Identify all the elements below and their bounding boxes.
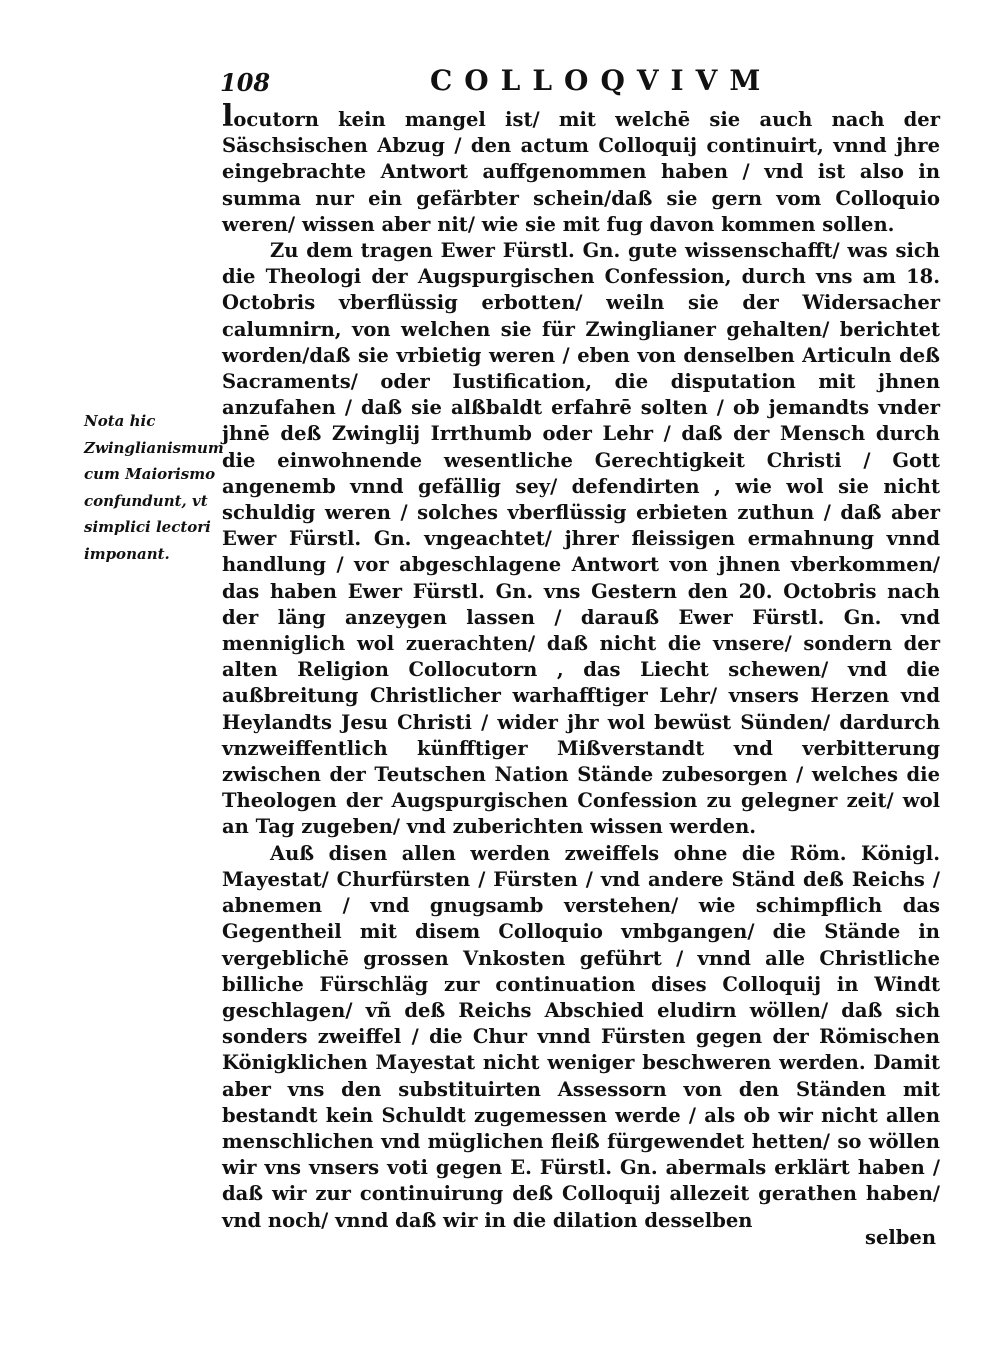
main-text bbox=[222, 99, 940, 1234]
page-number: 108 bbox=[220, 68, 271, 97]
paragraph-1: locutorn kein mangel ist/ mit welchē sie auch nach der Säschsischen Abzug / den actum Colloquij continuirt, vnnd jhre eingebrachte Antwort auffgenommen haben / vnd ist also in summa nur ein gefärbter schein/daß sie gern vom Colloquio weren/ wissen aber nit/ wie sie mit fug davon kommen sollen. bbox=[222, 99, 940, 236]
catchword: selben bbox=[864, 1226, 936, 1249]
marginal-note: Nota hic Zwinglianismum cum Maiorismo confundunt, vt simplici lectori imponant. bbox=[84, 412, 224, 563]
page-header bbox=[220, 64, 940, 104]
paragraph-3: Auß disen allen werden zweiffels ohne die Röm. Königl. Mayestat/ Churfürsten / Fürsten / vnd andere Ständ deß Reichs / abnemen / vnd gnugsamb verstehen/ wie schimpflich das Gegentheil mit disem Colloquio vmbgangen/ die Stände in vergeblichē grossen Vnkosten geführt / vnnd alle Christliche billiche Fürschläg zur continuation dises Colloquij in Windt geschlagen/ vñ deß Reichs Abschied eludirn wöllen/ daß sich sonders zweiffel / die Chur vnnd Fürsten gegen der Römischen Königklichen Mayestat nicht weniger beschweren werden. Damit aber vns den substituirten Assessorn von den Ständen mit bestandt kein Schuldt zugemessen werde / als ob wir nicht allen menschlichen vnd müglichen fleiß fürgewendet hetten/ so wöllen wir vns vnsers voti gegen E. Fürstl. Gn. abermals erklärt haben / daß wir zur continuirung deß Colloquij allezeit gerathen haben/ vnd noch/ vnnd daß wir in die dilation desselben bbox=[222, 841, 940, 1232]
paragraph-2: Zu dem tragen Ewer Fürstl. Gn. gute wissenschafft/ was sich die Theologi der Augspurgischen Confession, durch vns am 18. Octobris vberflüssig erbotten/ weiln sie der Widersacher calumnirn, von welchen sie für Zwinglianer gehalten/ berichtet worden/daß sie vrbietig weren / eben von denselben Articuln deß Sacraments/ oder Iustification, die disputation mit jhnen anzufahen / daß sie alßbaldt erfahrē solten / ob jemandts vnder jhnē deß Zwinglij Irrthumb oder Lehr / daß der Mensch durch die einwohnende wesentliche Gerechtigkeit Christi / Gott angenemb vnnd gefällig sey/ defendirten , wie wol sie nicht schuldig weren / solches vberflüssig erbieten zuthun / daß aber Ewer Fürstl. Gn. vngeachtet/ jhrer fleissigen ermahnung vnnd handlung / vor abgeschlagene Antwort von jhnen vberkommen/ das haben Ewer Fürstl. Gn. vns Gestern den 20. Octobris nach der läng anzeygen lassen / darauß Ewer Fürstl. Gn. vnd menniglich wol zuerachten/ daß nicht die vnsere/ sondern der alten Religion Collocutorn , das Liecht schewen/ vnd die außbreitung Christlicher warhafftiger Lehr/ vnsers Herzen vnd Heylandts Jesu Christi / wider jhr wol bewüst Sünden/ dardurch vnzweiffentlich künfftiger Mißverstandt vnd verbitterung zwischen der Teutschen Nation Stände zubesorgen / welches die Theologen der Augspurgischen Confession zu gelegner zeit/ wol an Tag zugeben/ vnd zuberichten wissen werden. bbox=[222, 239, 940, 839]
running-title: COLLOQVIVM bbox=[430, 64, 773, 97]
